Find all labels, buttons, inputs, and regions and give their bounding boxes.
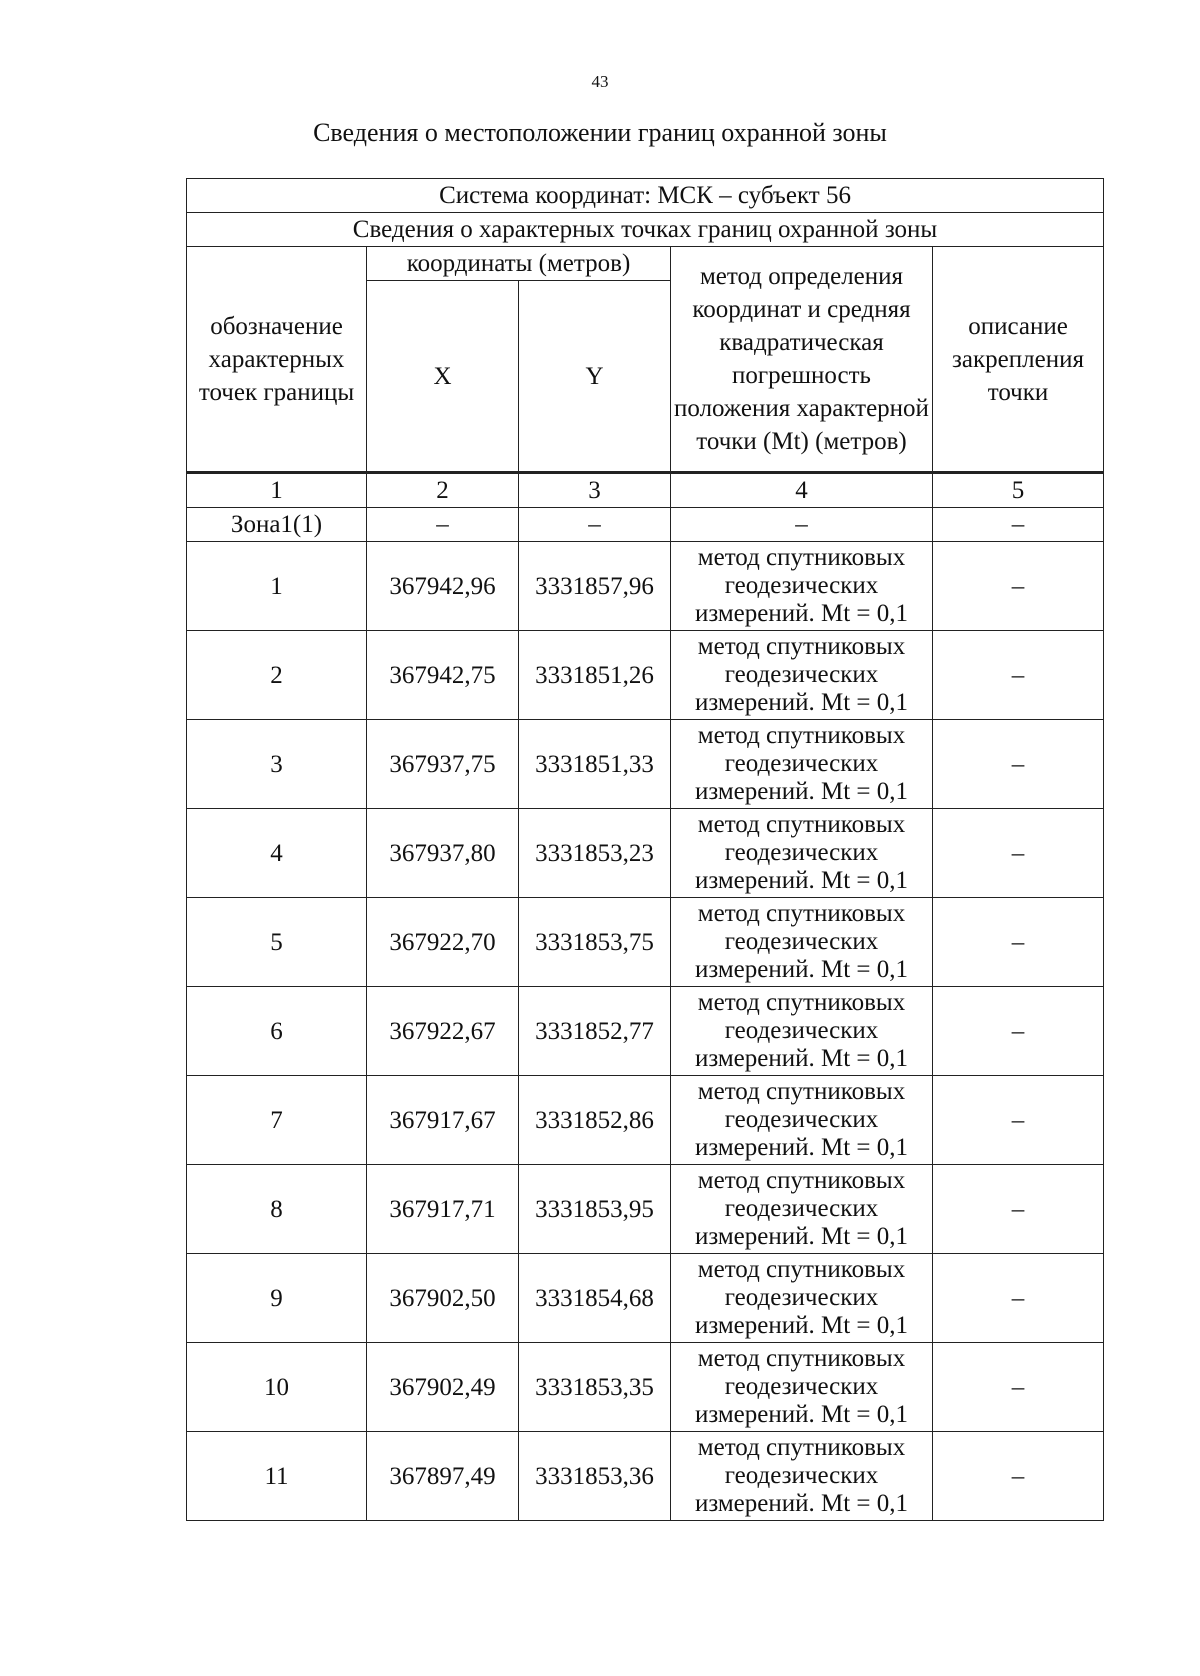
description-cell: – — [933, 1254, 1104, 1343]
description-cell: – — [933, 542, 1104, 631]
x-coordinate-cell: 367922,70 — [367, 898, 519, 987]
header-row — [187, 247, 1104, 281]
table-row — [187, 1432, 1104, 1521]
header-description: описание закрепления точки — [933, 247, 1104, 473]
coordinate-system-cell: Система координат: МСК – субъект 56 — [187, 179, 1104, 213]
method-cell: метод спутниковых геодезических измерений. Mt = 0,1 — [671, 542, 933, 631]
table-row — [187, 809, 1104, 898]
table-row — [187, 631, 1104, 720]
table-row — [187, 1254, 1104, 1343]
method-cell: метод спутниковых геодезических измерений. Mt = 0,1 — [671, 1343, 933, 1432]
y-coordinate-cell: 3331852,86 — [519, 1076, 671, 1165]
description-cell: – — [933, 1165, 1104, 1254]
coordinates-table — [186, 178, 1104, 1521]
column-number-row — [187, 473, 1104, 508]
zone-label: Зона1(1) — [187, 508, 367, 542]
x-coordinate-cell: 367942,96 — [367, 542, 519, 631]
y-coordinate-cell: 3331851,26 — [519, 631, 671, 720]
zone-dash: – — [519, 508, 671, 542]
column-number: 3 — [519, 473, 671, 508]
table-row — [187, 1165, 1104, 1254]
method-cell: метод спутниковых геодезических измерений. Mt = 0,1 — [671, 631, 933, 720]
x-coordinate-cell: 367902,49 — [367, 1343, 519, 1432]
x-coordinate-cell: 367917,71 — [367, 1165, 519, 1254]
description-cell: – — [933, 1076, 1104, 1165]
method-cell: метод спутниковых геодезических измерений. Mt = 0,1 — [671, 1076, 933, 1165]
header-method: метод определения координат и средняя квадратическая погрешность положения характерной точки (Mt) (метров) — [671, 247, 933, 473]
description-cell: – — [933, 898, 1104, 987]
zone-dash: – — [367, 508, 519, 542]
y-coordinate-cell: 3331852,77 — [519, 987, 671, 1076]
x-coordinate-cell: 367897,49 — [367, 1432, 519, 1521]
method-cell: метод спутниковых геодезических измерений. Mt = 0,1 — [671, 1254, 933, 1343]
description-cell: – — [933, 987, 1104, 1076]
header-coordinates: координаты (метров) — [367, 247, 671, 281]
point-number-cell: 5 — [187, 898, 367, 987]
header-x: X — [367, 281, 519, 473]
method-cell: метод спутниковых геодезических измерений. Mt = 0,1 — [671, 898, 933, 987]
description-cell: – — [933, 1432, 1104, 1521]
x-coordinate-cell: 367937,75 — [367, 720, 519, 809]
table-row — [187, 898, 1104, 987]
description-cell: – — [933, 1343, 1104, 1432]
y-coordinate-cell: 3331853,75 — [519, 898, 671, 987]
header-y: Y — [519, 281, 671, 473]
method-cell: метод спутниковых геодезических измерений. Mt = 0,1 — [671, 987, 933, 1076]
y-coordinate-cell: 3331853,36 — [519, 1432, 671, 1521]
y-coordinate-cell: 3331857,96 — [519, 542, 671, 631]
point-number-cell: 7 — [187, 1076, 367, 1165]
y-coordinate-cell: 3331853,95 — [519, 1165, 671, 1254]
coordinate-system-row — [187, 179, 1104, 213]
x-coordinate-cell: 367937,80 — [367, 809, 519, 898]
y-coordinate-cell: 3331853,35 — [519, 1343, 671, 1432]
x-coordinate-cell: 367922,67 — [367, 987, 519, 1076]
description-cell: – — [933, 720, 1104, 809]
y-coordinate-cell: 3331854,68 — [519, 1254, 671, 1343]
method-cell: метод спутниковых геодезических измерений. Mt = 0,1 — [671, 1165, 933, 1254]
page-number: 43 — [591, 72, 609, 91]
column-number: 4 — [671, 473, 933, 508]
column-number: 5 — [933, 473, 1104, 508]
x-coordinate-cell: 367942,75 — [367, 631, 519, 720]
table-row — [187, 1343, 1104, 1432]
point-number-cell: 9 — [187, 1254, 367, 1343]
column-number: 1 — [187, 473, 367, 508]
point-number-cell: 4 — [187, 809, 367, 898]
document-title: Сведения о местоположении границ охранной зоны — [313, 118, 887, 147]
method-cell: метод спутниковых геодезических измерений. Mt = 0,1 — [671, 809, 933, 898]
zone-row — [187, 508, 1104, 542]
point-number-cell: 2 — [187, 631, 367, 720]
point-number-cell: 11 — [187, 1432, 367, 1521]
column-number: 2 — [367, 473, 519, 508]
point-number-cell: 8 — [187, 1165, 367, 1254]
point-number-cell: 1 — [187, 542, 367, 631]
method-cell: метод спутниковых геодезических измерений. Mt = 0,1 — [671, 720, 933, 809]
section-heading-row — [187, 213, 1104, 247]
point-number-cell: 3 — [187, 720, 367, 809]
y-coordinate-cell: 3331853,23 — [519, 809, 671, 898]
method-cell: метод спутниковых геодезических измерений. Mt = 0,1 — [671, 1432, 933, 1521]
zone-dash: – — [671, 508, 933, 542]
table-row — [187, 1076, 1104, 1165]
point-number-cell: 6 — [187, 987, 367, 1076]
table-row — [187, 987, 1104, 1076]
x-coordinate-cell: 367917,67 — [367, 1076, 519, 1165]
description-cell: – — [933, 631, 1104, 720]
x-coordinate-cell: 367902,50 — [367, 1254, 519, 1343]
section-heading-cell: Сведения о характерных точках границ охранной зоны — [187, 213, 1104, 247]
point-number-cell: 10 — [187, 1343, 367, 1432]
header-designation: обозначение характерных точек границы — [187, 247, 367, 473]
zone-dash: – — [933, 508, 1104, 542]
y-coordinate-cell: 3331851,33 — [519, 720, 671, 809]
table-row — [187, 720, 1104, 809]
description-cell: – — [933, 809, 1104, 898]
table-row — [187, 542, 1104, 631]
